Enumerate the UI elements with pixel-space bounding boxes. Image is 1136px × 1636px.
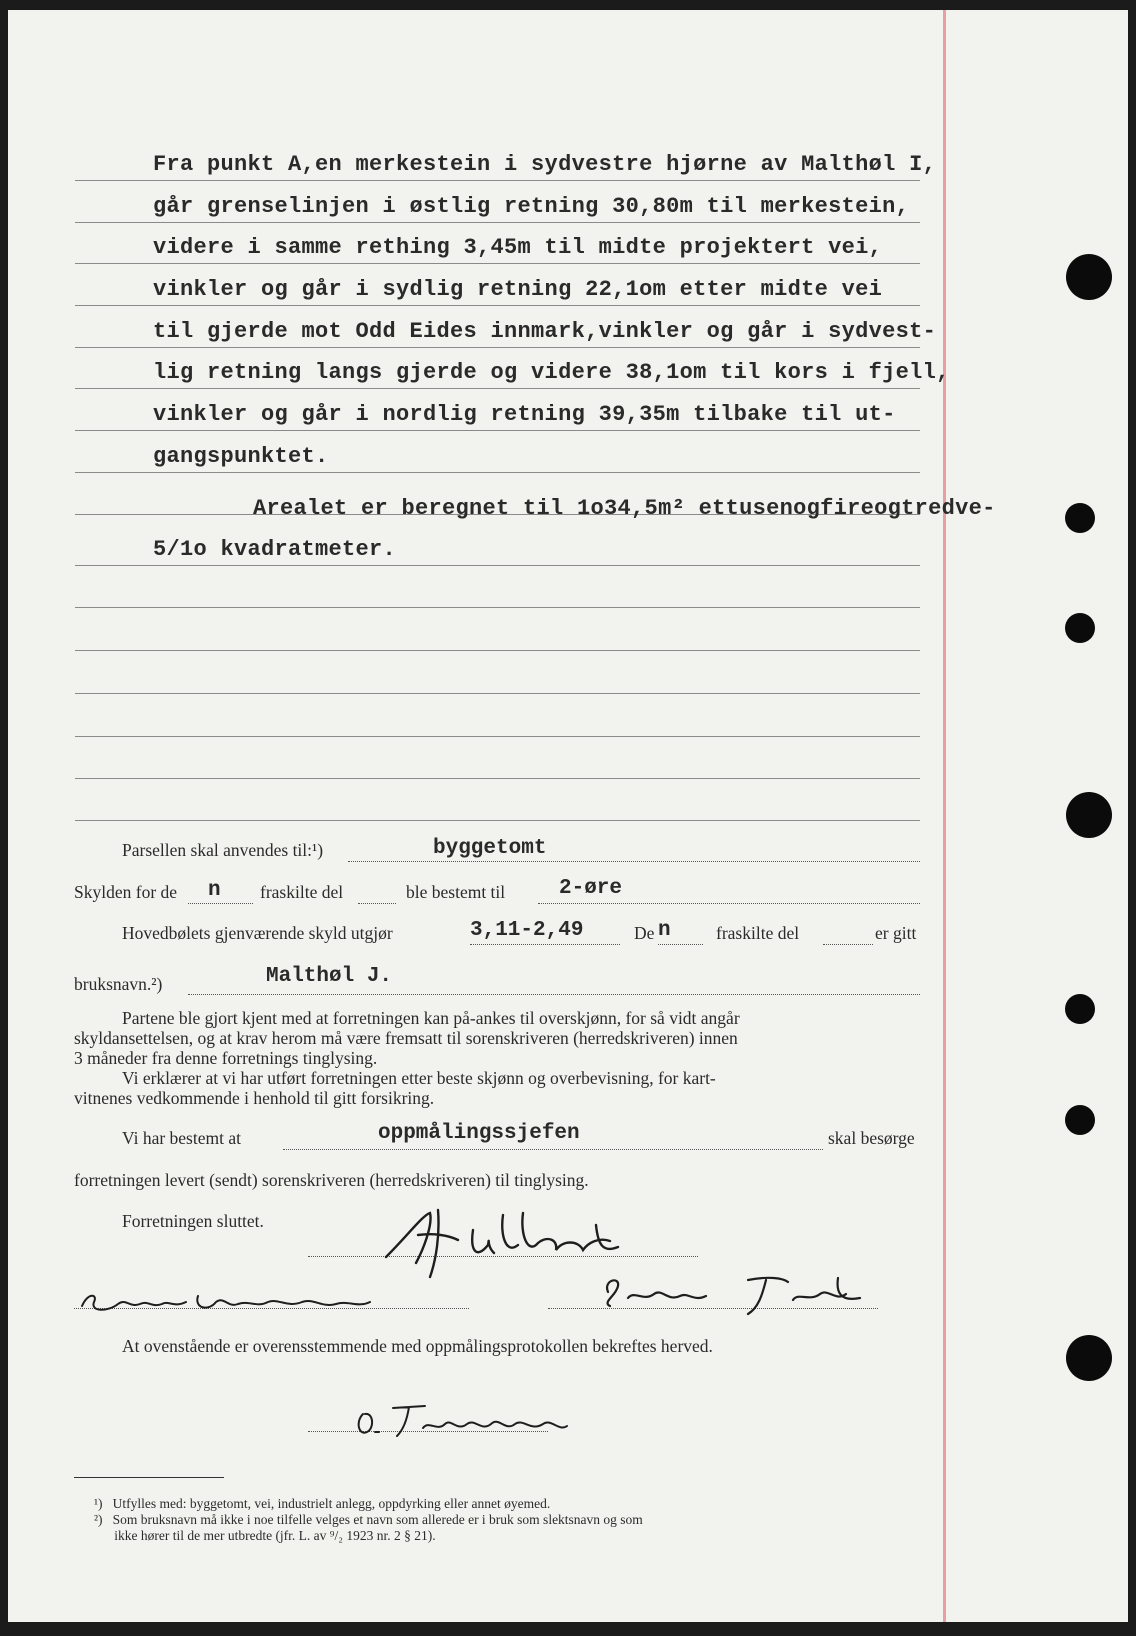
closed-line: Forretningen sluttet.	[122, 1211, 264, 1231]
notice-line: 3 måneder fra denne forretnings tinglysing.	[74, 1048, 378, 1068]
ruled-line	[75, 736, 920, 737]
ruled-line	[75, 650, 920, 651]
name-label: bruksnavn.²)	[74, 974, 163, 994]
decided-end: skal besørge	[828, 1128, 915, 1148]
use-value: byggetomt	[433, 837, 547, 860]
ruled-line	[75, 565, 920, 566]
margin-rule	[943, 10, 946, 1622]
decided-value: oppmålingssjefen	[378, 1122, 580, 1145]
deed-line: videre i samme rething 3,45m til midte projektert vei,	[153, 235, 883, 260]
punch-hole	[1065, 503, 1095, 533]
fill-line	[658, 943, 703, 945]
ruled-line	[75, 305, 920, 306]
ruled-line	[75, 388, 920, 389]
deed-line: Fra punkt A,en merkestein i sydvestre hjørne av Malthøl I,	[153, 152, 937, 177]
area-line: Arealet er beregnet til 1o34,5m² ettusenogfireogtredve-	[253, 496, 996, 521]
document-page	[8, 10, 1128, 1622]
ruled-line	[75, 222, 920, 223]
ruled-line	[75, 778, 920, 779]
fill-line	[188, 902, 253, 904]
signature-handwritten	[353, 1402, 573, 1440]
delivered-line: forretningen levert (sendt) sorenskriveren (herredskriveren) til tinglysing.	[74, 1170, 589, 1190]
fill-line	[470, 943, 620, 945]
signature-handwritten	[598, 1272, 878, 1317]
punch-hole	[1065, 1105, 1095, 1135]
fill-line	[538, 902, 920, 904]
footnote-2-cont: ikke hører til de mer utbredte (jfr. L. av ⁹/₂ 1923 nr. 2 § 21).	[94, 1528, 436, 1543]
confirm-line: At ovenstående er overensstemmende med oppmålingsprotokollen bekreftes herved.	[122, 1336, 713, 1356]
tax-label: Skylden for de	[74, 882, 178, 902]
main-de: De	[634, 923, 655, 943]
fill-line	[188, 993, 920, 995]
deed-line: går grenselinjen i østlig retning 30,80m til merkestein,	[153, 194, 910, 219]
ruled-line	[75, 347, 920, 348]
fill-line	[358, 902, 396, 904]
fill-line	[348, 860, 920, 862]
notice-line: Partene ble gjort kjent med at forretningen kan på-ankes til overskjønn, for så vidt angår	[122, 1008, 740, 1028]
deed-line: vinkler og går i nordlig retning 39,35m tilbake til ut-	[153, 402, 896, 427]
main-value: 3,11-2,49	[470, 919, 584, 942]
notice-line: skyldansettelsen, og at krav herom må være fremsatt til sorenskriveren (herredskriveren) innen	[74, 1028, 738, 1048]
tax-value: 2-øre	[559, 877, 623, 900]
ruled-line	[75, 693, 920, 694]
area-line: 5/1o kvadratmeter.	[153, 537, 397, 562]
punch-hole	[1065, 613, 1095, 643]
declare-line: Vi erklærer at vi har utført forretningen etter beste skjønn og overbevisning, for kart-	[122, 1068, 716, 1088]
declare-line: vitnenes vedkommende i henhold til gitt forsikring.	[74, 1088, 435, 1108]
footnote-1: ¹) Utfylles med: byggetomt, vei, industrielt anlegg, oppdyrking eller annet øyemed.	[94, 1496, 551, 1511]
tax-set: ble bestemt til	[406, 882, 506, 902]
ruled-line	[75, 430, 920, 431]
footnote-rule	[74, 1477, 224, 1478]
deed-line: gangspunktet.	[153, 444, 329, 469]
punch-hole	[1065, 994, 1095, 1024]
punch-hole	[1066, 1335, 1112, 1381]
main-rest: fraskilte del	[716, 923, 800, 943]
signature-handwritten	[78, 1288, 388, 1318]
decided-label: Vi har bestemt at	[122, 1128, 241, 1148]
tax-mid: fraskilte del	[260, 882, 344, 902]
footnote-2: ²) Som bruksnavn må ikke i noe tilfelle velges et navn som allerede er i bruk som slektsnavn og som	[94, 1512, 643, 1527]
main-end: er gitt	[875, 923, 917, 943]
ruled-line	[75, 263, 920, 264]
punch-hole	[1066, 792, 1112, 838]
use-label: Parsellen skal anvendes til:¹)	[122, 840, 324, 860]
name-value: Malthøl J.	[266, 965, 393, 988]
deed-line: vinkler og går i sydlig retning 22,1om etter midte vei	[153, 277, 883, 302]
punch-hole	[1066, 254, 1112, 300]
main-n: n	[658, 919, 671, 942]
ruled-line	[75, 820, 920, 821]
deed-line: lig retning langs gjerde og videre 38,1om til kors i fjell,	[153, 360, 950, 385]
tax-n: n	[208, 879, 221, 902]
fill-line	[283, 1148, 823, 1150]
fill-line	[823, 943, 873, 945]
main-label: Hovedbølets gjenværende skyld utgjør	[122, 923, 393, 943]
ruled-line	[75, 180, 920, 181]
deed-line: til gjerde mot Odd Eides innmark,vinkler og går i sydvest-	[153, 319, 937, 344]
ruled-line	[75, 607, 920, 608]
ruled-line	[75, 472, 920, 473]
